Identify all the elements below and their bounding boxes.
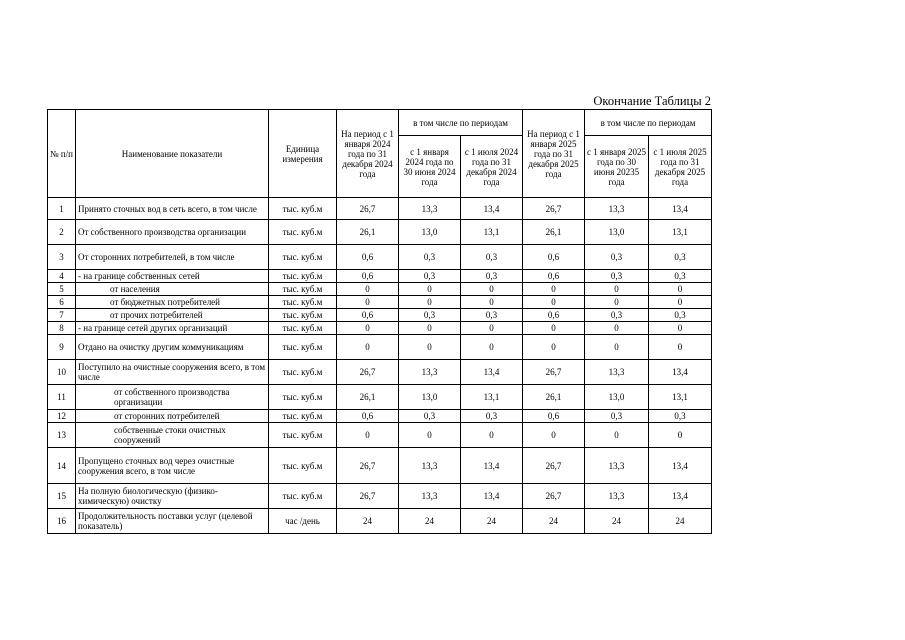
cell-value: 13,0 [585,385,649,410]
cell-value: 0 [399,296,461,309]
cell-value: 13,3 [399,448,461,484]
header-number: № п/п [48,110,76,198]
cell-value: 0 [523,423,585,448]
cell-value: 26,7 [523,198,585,220]
cell-value: 0,3 [649,245,712,270]
row-unit: тыс. куб.м [269,360,337,385]
header-h2-2024: с 1 июля 2024 года по 31 декабря 2024 года [461,136,523,198]
cell-value: 0,6 [523,245,585,270]
cell-value: 0 [585,335,649,360]
table-row [48,484,712,509]
table-row [48,198,712,220]
header-period-2025: На период с 1 января 2025 года по 31 декабря 2025 года [523,110,585,198]
row-number: 6 [48,296,76,309]
row-number: 12 [48,410,76,423]
row-name: от прочих потребителей [76,309,269,322]
cell-value: 13,4 [461,484,523,509]
cell-value: 13,1 [649,220,712,245]
table-row [48,309,712,322]
cell-value: 0 [649,296,712,309]
cell-value: 13,4 [649,360,712,385]
row-unit: тыс. куб.м [269,296,337,309]
row-unit: час /день [269,509,337,534]
row-unit: тыс. куб.м [269,283,337,296]
cell-value: 0,6 [523,309,585,322]
row-number: 4 [48,270,76,283]
cell-value: 0 [523,296,585,309]
data-table [47,109,712,534]
cell-value: 0 [585,423,649,448]
row-number: 3 [48,245,76,270]
cell-value: 13,4 [649,484,712,509]
cell-value: 26,1 [523,220,585,245]
cell-value: 0,3 [461,309,523,322]
cell-value: 0 [523,322,585,335]
table-row [48,270,712,283]
table-row [48,360,712,385]
table-row [48,283,712,296]
cell-value: 13,3 [585,484,649,509]
cell-value: 24 [649,509,712,534]
row-name: Пропущено сточных вод через очистные сооружения всего, в том числе [76,448,269,484]
cell-value: 13,3 [585,360,649,385]
row-name: от сторонних потребителей [76,410,269,423]
row-unit: тыс. куб.м [269,423,337,448]
row-unit: тыс. куб.м [269,335,337,360]
row-unit: тыс. куб.м [269,309,337,322]
row-name: От сторонних потребителей, в том числе [76,245,269,270]
cell-value: 0 [649,335,712,360]
cell-value: 24 [523,509,585,534]
cell-value: 26,7 [337,360,399,385]
row-name: От собственного производства организации [76,220,269,245]
header-including-2024: в том числе по периодам [399,110,523,136]
cell-value: 13,3 [399,360,461,385]
cell-value: 13,4 [461,198,523,220]
cell-value: 0 [585,296,649,309]
row-number: 16 [48,509,76,534]
cell-value: 24 [399,509,461,534]
header-name: Наименование показатели [76,110,269,198]
row-number: 11 [48,385,76,410]
cell-value: 0,3 [585,270,649,283]
row-number: 8 [48,322,76,335]
cell-value: 0,6 [337,245,399,270]
cell-value: 26,7 [337,484,399,509]
cell-value: 0 [585,283,649,296]
table-row [48,410,712,423]
row-number: 13 [48,423,76,448]
row-unit: тыс. куб.м [269,270,337,283]
row-name: Отдано на очистку другим коммуникациям [76,335,269,360]
header-including-2025: в том числе по периодам [585,110,712,136]
cell-value: 0 [649,423,712,448]
header-h1-2025: с 1 января 2025 года по 30 июня 20235 года [585,136,649,198]
cell-value: 0,3 [585,245,649,270]
row-name: Принято сточных вод в сеть всего, в том числе [76,198,269,220]
row-unit: тыс. куб.м [269,198,337,220]
row-number: 7 [48,309,76,322]
cell-value: 0 [523,335,585,360]
cell-value: 26,1 [337,385,399,410]
row-unit: тыс. куб.м [269,448,337,484]
cell-value: 26,7 [523,360,585,385]
cell-value: 13,0 [585,220,649,245]
row-name: Продолжительность поставки услуг (целевой показатель) [76,509,269,534]
cell-value: 0,3 [461,245,523,270]
cell-value: 26,7 [337,448,399,484]
cell-value: 0 [461,283,523,296]
row-number: 5 [48,283,76,296]
table-row [48,245,712,270]
cell-value: 0,3 [585,309,649,322]
cell-value: 0,3 [649,270,712,283]
cell-value: 26,1 [337,220,399,245]
cell-value: 13,0 [399,220,461,245]
cell-value: 0,3 [461,410,523,423]
cell-value: 26,7 [523,448,585,484]
cell-value: 0 [337,322,399,335]
table-row [48,385,712,410]
row-name: - на границе сетей других организаций [76,322,269,335]
cell-value: 13,4 [461,360,523,385]
row-name: - на границе собственных сетей [76,270,269,283]
cell-value: 0,6 [337,309,399,322]
row-number: 2 [48,220,76,245]
row-name: от бюджетных потребителей [76,296,269,309]
row-unit: тыс. куб.м [269,484,337,509]
row-unit: тыс. куб.м [269,385,337,410]
cell-value: 24 [461,509,523,534]
row-name: Поступило на очистные сооружения всего, в том числе [76,360,269,385]
header-h2-2025: с 1 июля 2025 года по 31 декабря 2025 года [649,136,712,198]
cell-value: 0 [399,322,461,335]
cell-value: 13,4 [649,198,712,220]
header-unit: Единица измерения [269,110,337,198]
cell-value: 24 [337,509,399,534]
cell-value: 0,6 [523,410,585,423]
row-unit: тыс. куб.м [269,410,337,423]
cell-value: 0 [585,322,649,335]
row-unit: тыс. куб.м [269,322,337,335]
cell-value: 0,3 [585,410,649,423]
cell-value: 13,3 [399,198,461,220]
row-name: от собственного производства организации [76,385,269,410]
table-row [48,335,712,360]
cell-value: 0 [649,322,712,335]
row-name: На полную биологическую (физико-химическую) очистку [76,484,269,509]
cell-value: 0 [399,283,461,296]
cell-value: 24 [585,509,649,534]
table-row [48,296,712,309]
cell-value: 0,3 [461,270,523,283]
cell-value: 0,3 [649,410,712,423]
row-number: 9 [48,335,76,360]
cell-value: 13,3 [399,484,461,509]
cell-value: 0 [461,423,523,448]
table-row [48,220,712,245]
cell-value: 0 [337,283,399,296]
cell-value: 0 [337,335,399,360]
cell-value: 26,7 [337,198,399,220]
row-unit: тыс. куб.м [269,220,337,245]
cell-value: 0,3 [649,309,712,322]
cell-value: 0 [461,335,523,360]
row-number: 14 [48,448,76,484]
cell-value: 13,0 [399,385,461,410]
cell-value: 26,7 [523,484,585,509]
cell-value: 0,6 [337,410,399,423]
table-caption: Окончание Таблицы 2 [593,94,711,108]
row-name: от населения [76,283,269,296]
cell-value: 13,3 [585,448,649,484]
cell-value: 13,1 [461,385,523,410]
row-number: 10 [48,360,76,385]
cell-value: 0 [649,283,712,296]
cell-value: 13,1 [649,385,712,410]
cell-value: 13,1 [461,220,523,245]
row-name: собственные стоки очистных сооружений [76,423,269,448]
cell-value: 26,1 [523,385,585,410]
table-row [48,509,712,534]
header-period-2024: На период с 1 января 2024 года по 31 декабря 2024 года [337,110,399,198]
row-number: 15 [48,484,76,509]
table-row [48,423,712,448]
cell-value: 0,3 [399,309,461,322]
cell-value: 0 [399,335,461,360]
cell-value: 13,3 [585,198,649,220]
cell-value: 13,4 [649,448,712,484]
cell-value: 0 [337,423,399,448]
cell-value: 0,6 [337,270,399,283]
cell-value: 0,3 [399,245,461,270]
cell-value: 0 [461,322,523,335]
row-number: 1 [48,198,76,220]
cell-value: 13,4 [461,448,523,484]
cell-value: 0,3 [399,270,461,283]
cell-value: 0 [523,283,585,296]
cell-value: 0 [461,296,523,309]
cell-value: 0 [337,296,399,309]
table-row [48,448,712,484]
row-unit: тыс. куб.м [269,245,337,270]
cell-value: 0,3 [399,410,461,423]
cell-value: 0,6 [523,270,585,283]
cell-value: 0 [399,423,461,448]
header-h1-2024: с 1 января 2024 года по 30 июня 2024 года [399,136,461,198]
table-row [48,322,712,335]
